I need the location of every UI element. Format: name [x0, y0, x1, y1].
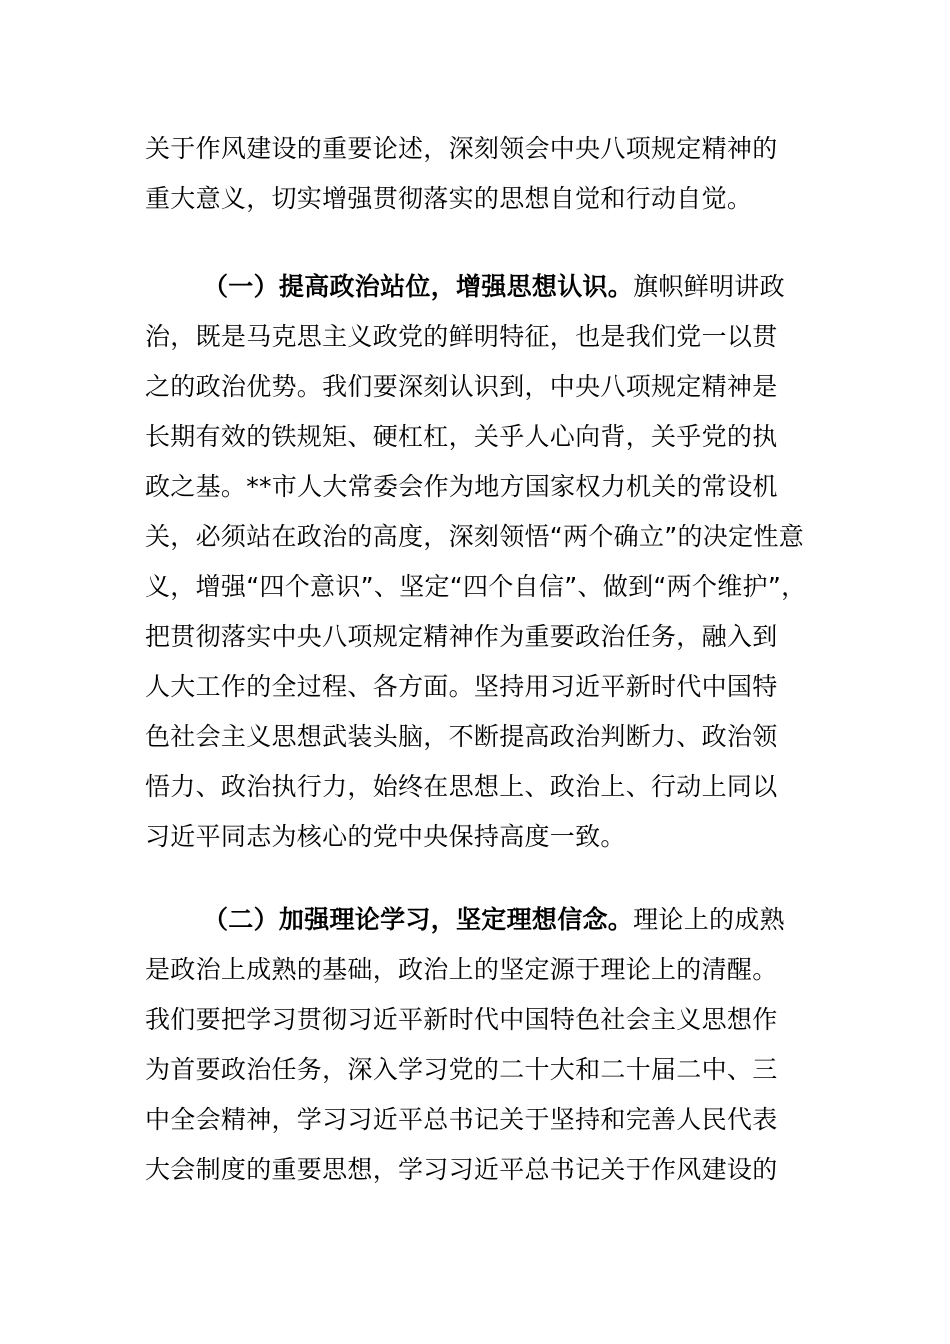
text-run: 旗帜鲜明讲政	[633, 272, 785, 301]
text-run: 理论上的成熟	[633, 905, 785, 934]
text-line: 悟力、政治执行力，始终在思想上、政治上、行动上同以	[145, 772, 778, 801]
text-line: 长期有效的铁规矩、硬杠杠，关乎人心向背，关乎党的执	[145, 422, 778, 451]
text-line: 治，既是马克思主义政党的鲜明特征，也是我们党一以贯	[145, 322, 778, 351]
section-heading: （二）加强理论学习，坚定理想信念。	[203, 905, 634, 934]
text-line: 之的政治优势。我们要深刻认识到，中央八项规定精神是	[145, 372, 778, 401]
paragraph-first-line	[145, 262, 805, 312]
section-heading: （一）提高政治站位，增强思想认识。	[203, 272, 634, 301]
text-line: 中全会精神，学习习近平总书记关于坚持和完善人民代表	[145, 1105, 778, 1134]
text-line: 把贯彻落实中央八项规定精神作为重要政治任务，融入到	[145, 622, 778, 651]
text-line: 习近平同志为核心的党中央保持高度一致。	[145, 822, 626, 851]
text-line: 重大意义，切实增强贯彻落实的思想自觉和行动自觉。	[145, 184, 753, 213]
text-line: 色社会主义思想武装头脑，不断提高政治判断力、政治领	[145, 722, 778, 751]
paragraph-section-2	[145, 895, 805, 1195]
paragraph-first-line	[145, 895, 805, 945]
text-line: 关，必须站在政治的高度，深刻领悟“两个确立”的决定性意	[145, 522, 805, 551]
text-line: 关于作风建设的重要论述，深刻领会中央八项规定精神的	[145, 134, 778, 163]
text-line: 为首要政治任务，深入学习党的二十大和二十届二中、三	[145, 1055, 778, 1084]
paragraph-section-1	[145, 262, 805, 862]
text-line: 大会制度的重要思想，学习习近平总书记关于作风建设的	[145, 1155, 778, 1184]
text-line: 义，增强“四个意识”、坚定“四个自信”、做到“两个维护”，	[145, 572, 807, 601]
text-line: 我们要把学习贯彻习近平新时代中国特色社会主义思想作	[145, 1005, 778, 1034]
paragraph-continuation	[145, 124, 805, 224]
text-line: 人大工作的全过程、各方面。坚持用习近平新时代中国特	[145, 672, 778, 701]
text-line: 是政治上成熟的基础，政治上的坚定源于理论上的清醒。	[145, 955, 778, 984]
text-line: 政之基。**市人大常委会作为地方国家权力机关的常设机	[145, 472, 778, 501]
